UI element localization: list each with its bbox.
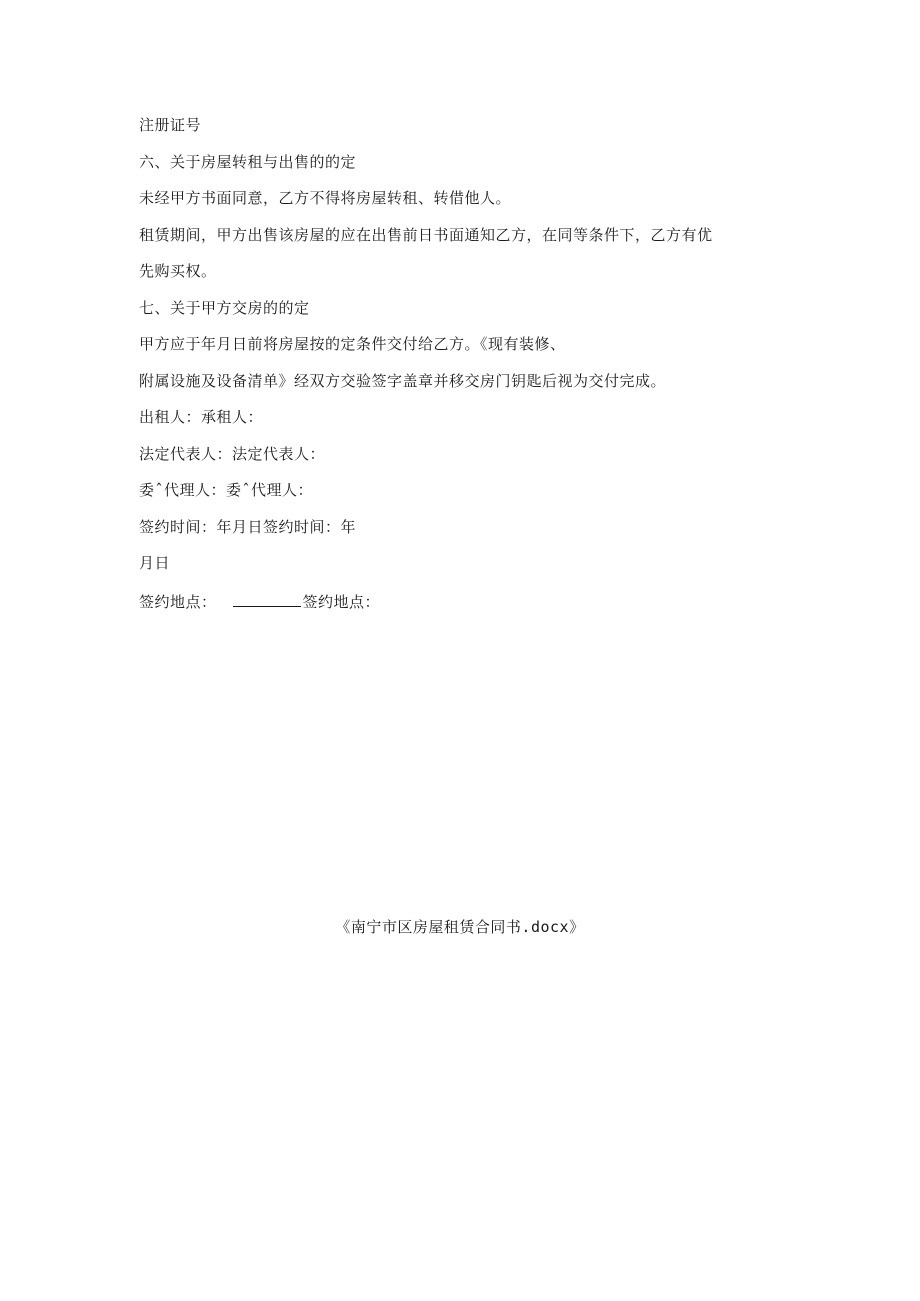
section-six-heading: 六、关于房屋转租与出售的的定 [139,152,357,171]
lessor-lessee-line: 出租人：承租人： [139,408,264,426]
sale-notice-clause: 租赁期间，甲方出售该房屋的应在出售前日书面通知乙方，在同等条件下，乙方有优 [139,225,713,244]
signing-time-line-continued: 月日 [139,554,171,572]
registration-number-line: 注册证号 [139,116,202,134]
sublet-clause: 未经甲方书面同意，乙方不得将房屋转租、转借他人。 [139,189,512,207]
sale-notice-clause-continued: 先购买权。 [139,262,217,280]
signing-place-right-label: 签约地点： [302,592,381,611]
document-body [139,116,789,629]
handover-clause-continued: 附属设施及设备清单》经双方交验签字盖章并移交房门钥匙后视为交付完成。 [139,371,667,390]
section-seven-heading: 七、关于甲方交房的的定 [139,298,310,317]
signing-place-line [139,591,789,611]
signing-place-blank[interactable] [233,591,301,607]
signing-place-left-label: 签约地点： [139,592,217,611]
legal-representative-line: 法定代表人：法定代表人： [139,444,326,463]
handover-clause: 甲方应于年月日前将房屋按的定条件交付给乙方。《现有装修、 [139,335,566,353]
document-filename-footer: 《南宁市区房屋租赁合同书.docx》 [335,918,585,936]
authorized-agent-line: 委ˆ代理人：委ˆ代理人： [139,481,314,499]
signing-time-line: 签约时间：年月日签约时间：年 [139,517,357,536]
